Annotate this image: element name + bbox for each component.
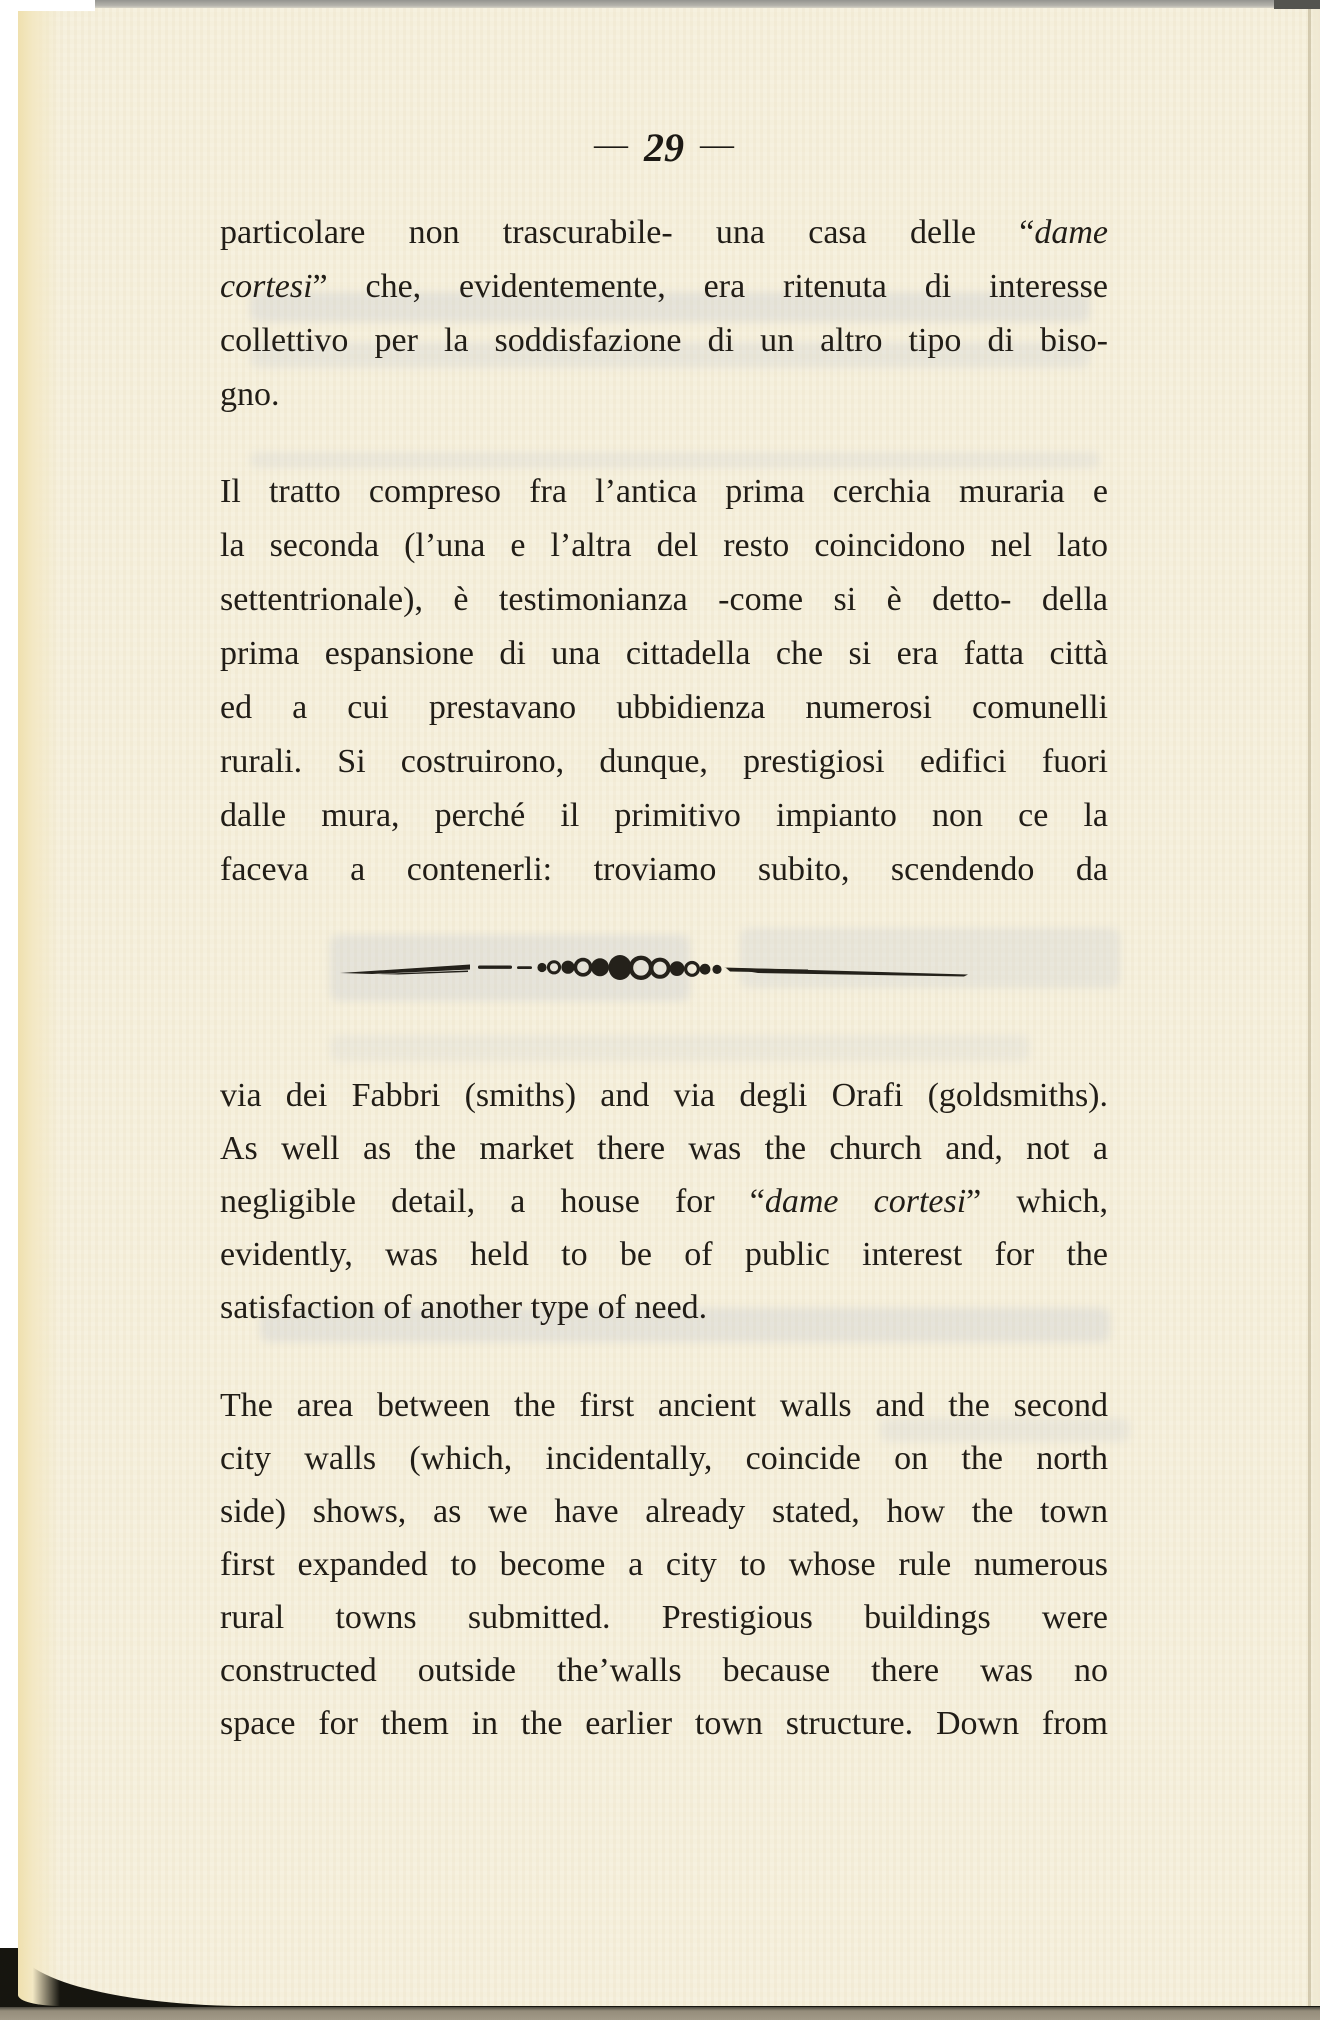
text-line: evidently, was held to be of public interest for the [220, 1236, 1108, 1273]
page-number-dash-right: — [700, 126, 734, 163]
text-line: ed a cui prestavano ubbidienza numerosi comunelli [220, 689, 1108, 726]
page-right-edge-line [1308, 6, 1311, 2006]
page-number [220, 124, 1108, 171]
english-paragraph-1 [220, 1069, 1108, 1334]
page-gutter-edge [18, 6, 60, 2006]
text-line: constructed outside the’walls because there was no [220, 1652, 1108, 1689]
scan-background-strip [0, 2007, 1320, 2020]
text-line: satisfaction of another type of need. [220, 1289, 708, 1326]
text-line: first expanded to become a city to whose rule numerous [220, 1546, 1108, 1583]
ornamental-divider [338, 946, 970, 992]
text-line: As well as the market there was the church and, not a [220, 1130, 1108, 1167]
text-line: negligible detail, a house for “dame cortesi” which, [220, 1183, 1108, 1220]
text-line: space for them in the earlier town structure. Down from [220, 1705, 1108, 1742]
scan-corner-highlight [0, 0, 95, 11]
text-line: Il tratto compreso fra l’antica prima cerchia muraria e [220, 473, 1108, 510]
bleed-through-mark [330, 1035, 1030, 1061]
text-line: The area between the first ancient walls and the second [220, 1387, 1108, 1424]
text-line: settentrionale), è testimonianza -come si è detto- della [220, 581, 1108, 618]
text-line: gno. [220, 376, 280, 413]
text-line: rurali. Si costruirono, dunque, prestigiosi edifici fuori [220, 743, 1108, 780]
italian-paragraph-2 [220, 465, 1108, 897]
text-line: dalle mura, perché il primitivo impianto non ce la [220, 797, 1108, 834]
text-line: collettivo per la soddisfazione di un altro tipo di biso- [220, 322, 1108, 359]
text-line: side) shows, as we have already stated, how the town [220, 1493, 1108, 1530]
page-number-dash-left: — [594, 126, 628, 163]
scan-corner-shadow [1274, 0, 1320, 9]
text-line: city walls (which, incidentally, coincide on the north [220, 1440, 1108, 1477]
text-line: particolare non trascurabile- una casa delle “dame [220, 214, 1108, 251]
text-line: faceva a contenerli: troviamo subito, scendendo da [220, 851, 1108, 888]
italian-paragraph-1 [220, 206, 1108, 422]
text-line: cortesi” che, evidentemente, era ritenuta di interesse [220, 268, 1108, 305]
adjacent-pages-edge [0, 0, 1320, 8]
text-line: prima espansione di una cittadella che si era fatta città [220, 635, 1108, 672]
page-number-value: 29 [644, 125, 684, 170]
text-line: la seconda (l’una e l’altra del resto coincidono nel lato [220, 527, 1108, 564]
text-line: via dei Fabbri (smiths) and via degli Orafi (goldsmiths). [220, 1077, 1108, 1114]
text-line: rural towns submitted. Prestigious buildings were [220, 1599, 1108, 1636]
english-paragraph-2 [220, 1379, 1108, 1750]
